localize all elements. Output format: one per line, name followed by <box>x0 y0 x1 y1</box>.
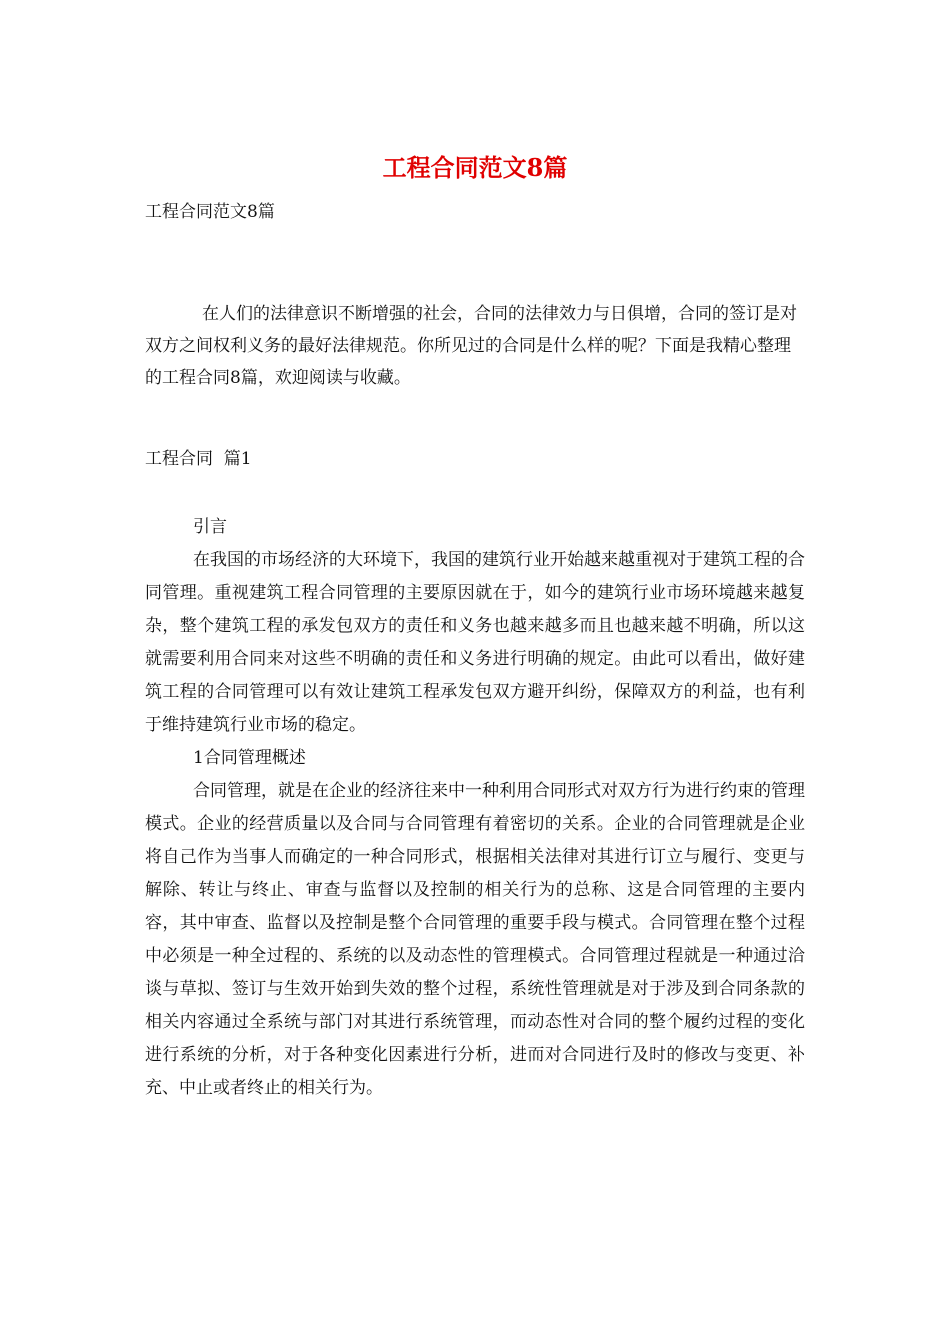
document-subtitle: 工程合同范文8篇 <box>145 202 275 222</box>
section-body <box>145 511 805 1105</box>
body-subheading: 1合同管理概述 <box>193 748 306 768</box>
body-paragraph: 合同管理，就是在企业的经济往来中一种利用合同形式对双方行为进行约束的管理模式。企业的经营质量以及合同与合同管理有着密切的关系。企业的合同管理就是企业将自己作为当事人而确定的一种合同形式，根据相关法律对其进行订立与履行、变更与解除、转让与终止、审查与监督以及控制的相关行为的总称、这是合同管理的主要内容，其中审查、监督以及控制是整个合同管理的重要手段与模式。合同管理在整个过程中必须是一种全过程的、系统的以及动态性的管理模式。合同管理过程就是一种通过洽谈与草拟、签订与生效开始到失效的整个过程，系统性管理就是对于涉及到合同条款的相关内容通过全系统与部门对其进行系统管理，而动态性对合同的整个履约过程的变化进行系统的分析，对于各种变化因素进行分析，进而对合同进行及时的修改与变更、补充、中止或者终止的相关行为。 <box>145 781 805 1098</box>
body-paragraph-intro-label: 引言 <box>193 517 227 537</box>
body-paragraph: 在我国的市场经济的大环境下，我国的建筑行业开始越来越重视对于建筑工程的合同管理。重视建筑工程合同管理的主要原因就在于，如今的建筑行业市场环境越来越复杂，整个建筑工程的承发包双方的责任和义务也越来越多而且也越来越不明确，所以这就需要利用合同来对这些不明确的责任和义务进行明确的规定。由此可以看出，做好建筑工程的合同管理可以有效让建筑工程承发包双方避开纠纷，保障双方的利益，也有利于维持建筑行业市场的稳定。 <box>145 550 805 735</box>
section-heading: 工程合同 篇1 <box>145 449 252 469</box>
intro-paragraph: 在人们的法律意识不断增强的社会，合同的法律效力与日俱增，合同的签订是对双方之间权利义务的最好法律规范。你所见过的合同是什么样的呢？下面是我精心整理的工程合同8篇，欢迎阅读与收藏。 <box>145 304 797 388</box>
document-title: 工程合同范文8篇 <box>382 153 568 182</box>
